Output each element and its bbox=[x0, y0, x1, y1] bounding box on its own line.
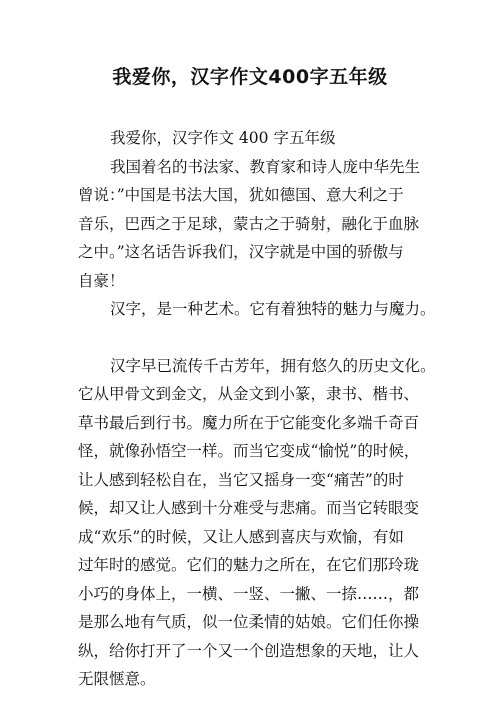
paragraph-line: 纵，给你打开了一个又一个创造想象的天地，让人 bbox=[78, 641, 420, 660]
paragraph-line: 成“欢乐”的时候，又让人感到喜庆与欢愉，有如 bbox=[78, 527, 404, 546]
paragraph-line: 草书最后到行书。魔力所在于它能变化多端千奇百 bbox=[78, 413, 420, 432]
paragraph-gap bbox=[78, 324, 438, 352]
paragraph-line: 怪，就像孙悟空一样。而当它变成“愉悦”的时候， bbox=[78, 442, 420, 460]
paragraph-line: 音乐，巴西之于足球，蒙古之于骑射，融化于血脉 bbox=[78, 214, 420, 233]
paragraph-line: 我国着名的书法家、教育家和诗人庞中华先生 bbox=[110, 157, 421, 176]
paragraph-line: 汉字早已流传千古芳年，拥有悠久的历史文化。 bbox=[110, 356, 436, 375]
page-title: 我爱你，汉字作文400字五年级 bbox=[112, 66, 388, 88]
paragraph-line: 自豪！ bbox=[78, 271, 125, 290]
paragraph-line: 它从甲骨文到金文，从金文到小篆，隶书、楷书、 bbox=[78, 385, 420, 403]
paragraph-line: 过年时的感觉。它们的魅力之所在，在它们那玲珑 bbox=[78, 556, 420, 574]
essay-body bbox=[78, 124, 438, 694]
paragraph-line: 之中。”这名话告诉我们，汉字就是中国的骄傲与 bbox=[78, 243, 404, 261]
paragraph-line: 曾说：”中国是书法大国，犹如德国、意大利之于 bbox=[78, 186, 404, 204]
paragraph-line: 候，却又让人感到十分难受与悲痛。而当它转眼变 bbox=[78, 499, 420, 517]
paragraph-line: 无限惬意。 bbox=[78, 670, 156, 688]
paragraph-line: 让人感到轻松自在，当它又摇身一变“痛苦”的时 bbox=[78, 470, 404, 489]
paragraph-line: 是那么地有气质，似一位柔情的姑娘。它们任你操 bbox=[78, 613, 420, 631]
paragraph-line: 汉字，是一种艺术。它有着独特的魅力与魔力。 bbox=[110, 300, 436, 318]
paragraph-line: 小巧的身体上，一横、一竖、一撇、一捺……，都 bbox=[78, 584, 420, 603]
essay-subtitle-line: 我爱你，汉字作文 400 字五年级 bbox=[110, 129, 336, 147]
